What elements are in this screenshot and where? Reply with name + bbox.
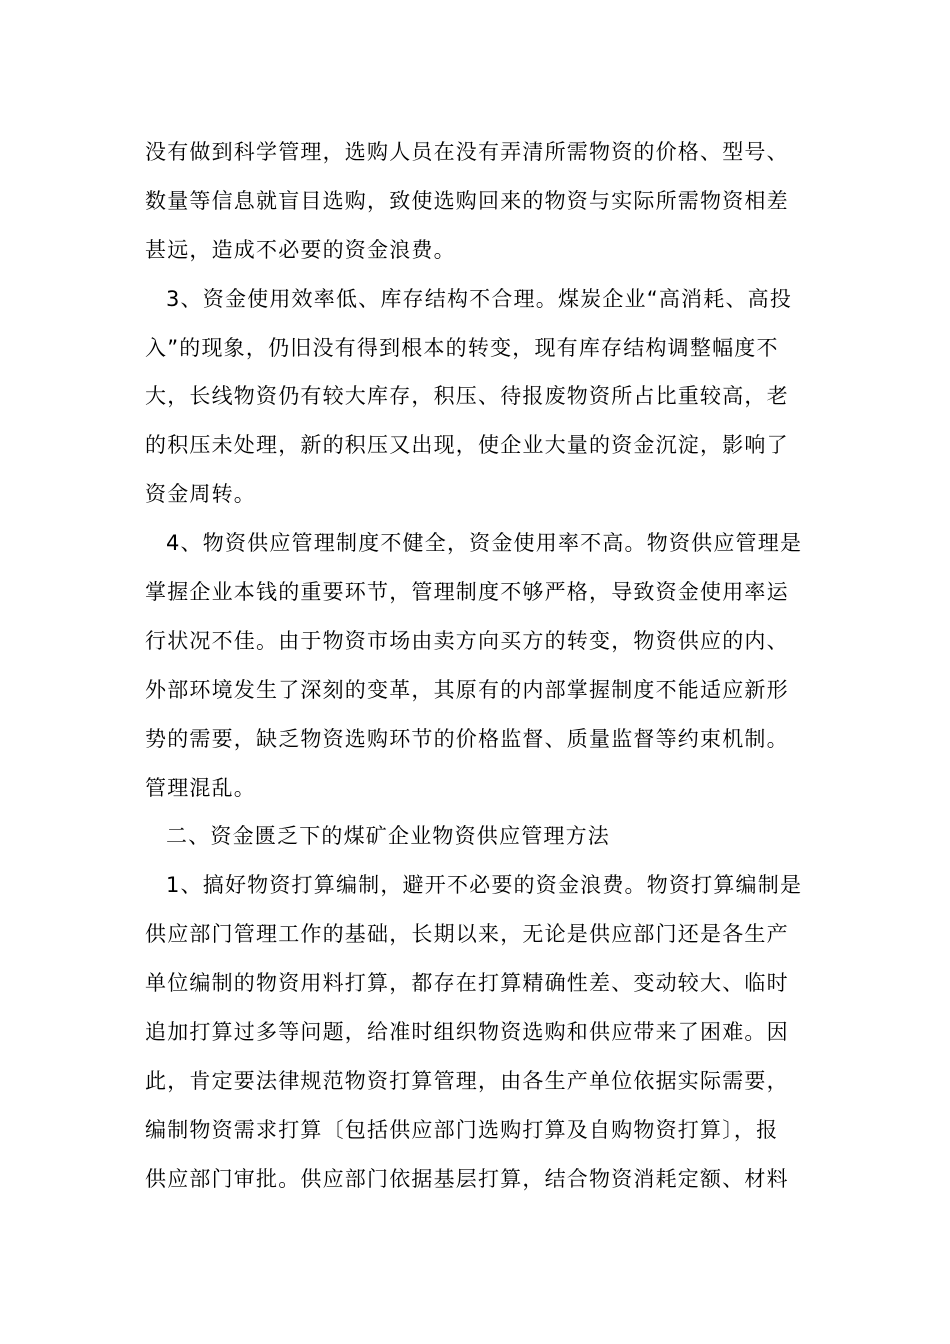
text-line: 外部环境发生了深刻的变革，其原有的内部掌握制度不能适应新形 [145,677,789,702]
text-line: 此，肯定要法律规范物资打算管理，由各生产单位依据实际需要， [145,1068,789,1093]
text-line: 单位编制的物资用料打算，都存在打算精确性差、变动较大、临时 [145,971,789,996]
text-line: 掌握企业本钱的重要环节，管理制度不够严格，导致资金使用率运 [145,580,789,605]
text-line: 供应部门审批。供应部门依据基层打算，结合物资消耗定额、材料 [145,1166,789,1191]
text-line: 二、资金匮乏下的煤矿企业物资供应管理方法 [166,824,610,849]
text-line: 没有做到科学管理，选购人员在没有弄清所需物资的价格、型号、 [145,140,789,164]
text-line: 数量等信息就盲目选购，致使选购回来的物资与实际所需物资相差 [145,188,789,213]
text-line: 行状况不佳。由于物资市场由卖方向买方的转变，物资供应的内、 [145,628,789,653]
text-line: 供应部门管理工作的基础，长期以来，无论是供应部门还是各生产 [145,922,789,947]
text-line: 追加打算过多等问题，给准时组织物资选购和供应带来了困难。因 [145,1020,789,1045]
text-line: 1、搞好物资打算编制，避开不必要的资金浪费。物资打算编制是 [166,873,803,898]
text-line: 大，长线物资仍有较大库存，积压、待报废物资所占比重较高，老 [145,384,789,409]
text-line: 甚远，造成不必要的资金浪费。 [145,237,456,262]
text-line: 的积压未处理，新的积压又出现，使企业大量的资金沉淀，影响了 [145,433,789,458]
text-line: 编制物资需求打算〔包括供应部门选购打算及自购物资打算〕，报 [145,1117,779,1142]
text-line: 4、物资供应管理制度不健全，资金使用率不高。物资供应管理是 [166,531,803,556]
text-line: 势的需要，缺乏物资选购环节的价格监督、质量监督等约束机制。 [145,726,789,751]
text-line: 资金周转。 [145,482,256,507]
text-line: 管理混乱。 [145,775,256,800]
text-line: 3、资金使用效率低、库存结构不合理。煤炭企业“高消耗、高投 [166,286,793,311]
document-body [145,128,807,1204]
text-line: 入”的现象，仍旧没有得到根本的转变，现有库存结构调整幅度不 [145,335,779,360]
